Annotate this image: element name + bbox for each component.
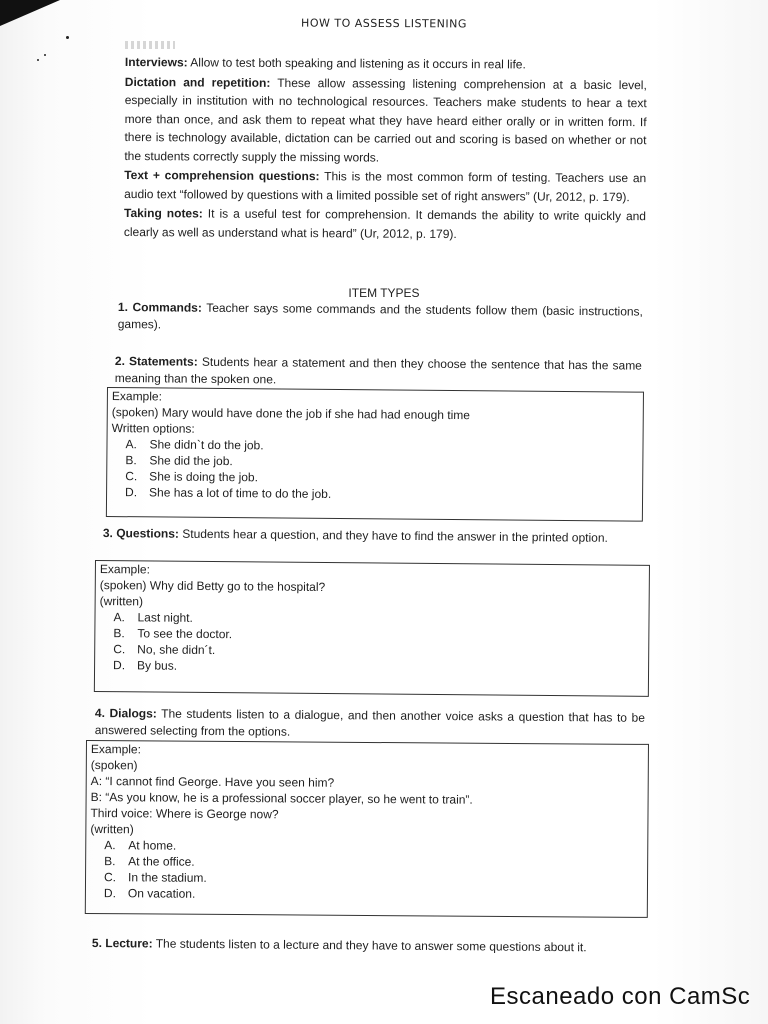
intro-paragraph: Interviews: Allow to test both speaking and listening as it occurs in real life.: [124, 54, 526, 72]
option-b: B. To see the doctor.: [113, 626, 233, 642]
item-questions: 3. Questions: Students hear a question, and they have to find the answer in the printed option.: [102, 525, 608, 545]
option-d: D. She has a lot of time to do the job.: [125, 485, 332, 501]
scan-speck: [44, 54, 46, 56]
option-d: D. On vacation.: [103, 886, 196, 901]
scan-speck: [37, 59, 39, 61]
example-line: (written): [90, 822, 134, 837]
item-dialogs: 4. Dialogs: The students listen to a dialogue, and then another voice asks a question that has to be answered selecting from the options.: [94, 705, 645, 739]
example-line: Written options:: [111, 421, 195, 436]
item-types-heading: ITEM TYPES: [348, 286, 420, 300]
example-line: A: “I cannot find George. Have you seen him?: [90, 774, 335, 790]
item-statements: 2. Statements: Students hear a statement and then they choose the sentence that has the same meaning than the spoken one.: [114, 353, 642, 387]
example-line: Example:: [99, 562, 151, 577]
intro-paragraph: Text + comprehension questions: This is the most common form of testing. Teachers use an audio text “followed by questions with a limited possible set of right answers” (Ur, 2012, p. 179).: [124, 167, 647, 204]
example-line: (spoken) Why did Betty go to the hospital?: [99, 578, 326, 595]
option-c: C. No, she didn´t.: [113, 642, 216, 658]
example-line: B: “As you know, he is a professional soccer player, so he went to train”.: [90, 790, 473, 807]
option-c: C. She is doing the job.: [125, 469, 259, 485]
example-line: (spoken) Mary would have done the job if she had had enough time: [111, 405, 471, 423]
intro-paragraph: Taking notes: It is a useful test for comprehension. It demands the ability to write quickly and clearly as well as understand what is heard” (Ur, 2012, p. 179).: [123, 205, 647, 241]
intro-section: [124, 53, 647, 245]
option-c: C. In the stadium.: [103, 870, 207, 885]
example-line: Third voice: Where is George now?: [90, 806, 279, 822]
scan-speck: [66, 36, 69, 39]
handwriting-smudge: [125, 41, 175, 49]
example-box-dialogs: [85, 740, 649, 918]
example-line: (written): [99, 594, 144, 609]
item-lecture: 5. Lecture: The students listen to a lecture and they have to answer some questions about it.: [91, 935, 587, 955]
option-a: A. At home.: [104, 838, 177, 853]
example-line: Example:: [90, 742, 142, 757]
option-a: A. Last night.: [113, 610, 193, 625]
option-b: B. She did the job.: [125, 453, 233, 469]
option-a: A. She didn`t do the job.: [125, 437, 264, 453]
intro-paragraph: Dictation and repetition: These allow assessing listening comprehension at a basic level, especially in institution with no technological resources. Teachers make students to hear a text more than once, and ask them to repeat what they have heard either orally or in written form. If there is technology available, dictation can be carried out and scoring is based on whether or not the students correctly supply the missing words.: [124, 74, 647, 165]
option-b: B. At the office.: [104, 854, 195, 869]
example-box-questions: [94, 560, 650, 697]
scanner-watermark: Escaneado con CamSc: [490, 983, 751, 1010]
example-line: (spoken): [90, 758, 138, 773]
item-commands: 1. Commands: Teacher says some commands and the students follow them (basic instructions, games).: [117, 299, 643, 332]
option-d: D. By bus.: [113, 658, 178, 673]
example-box-statements: [106, 387, 644, 522]
example-line: Example:: [111, 389, 163, 404]
page-title: HOW TO ASSESS LISTENING: [301, 16, 467, 31]
